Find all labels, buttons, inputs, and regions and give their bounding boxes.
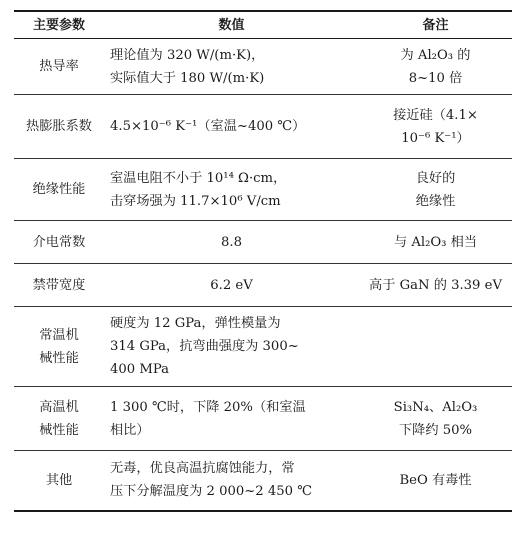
param-value-cell xyxy=(104,307,359,387)
param-value-line: 实际值大于 180 W/(m·K) xyxy=(110,70,265,86)
param-value-line: 压下分解温度为 2 000~2 450 ℃ xyxy=(110,484,313,500)
param-name-cell xyxy=(14,159,104,221)
param-name-cell xyxy=(14,451,104,511)
param-note-line: 下降约 50% xyxy=(398,422,473,438)
table-row xyxy=(14,387,512,451)
param-note-cell xyxy=(359,387,512,451)
param-name: 械性能 xyxy=(39,350,79,366)
param-value-cell xyxy=(104,39,359,95)
param-note-line: 高于 GaN 的 3.39 eV xyxy=(369,277,502,293)
param-note-line: 8~10 倍 xyxy=(408,70,463,86)
param-value-cell xyxy=(104,387,359,451)
param-value-cell xyxy=(104,451,359,511)
param-name: 绝缘性能 xyxy=(32,182,86,197)
param-note-line: 为 Al₂O₃ 的 xyxy=(400,47,471,63)
param-note-cell xyxy=(359,264,512,307)
param-note-line: 良好的 xyxy=(415,170,456,186)
param-name: 热膨胀系数 xyxy=(26,119,92,134)
param-note-cell xyxy=(359,221,512,264)
parameter-table xyxy=(14,10,512,512)
param-value-line: 400 MPa xyxy=(110,362,170,377)
table-header-row xyxy=(14,11,512,39)
param-note-cell xyxy=(359,95,512,159)
param-value-cell xyxy=(104,159,359,221)
param-value-line: 314 GPa，抗弯曲强度为 300~ xyxy=(110,339,299,354)
param-name-cell xyxy=(14,95,104,159)
param-value-cell xyxy=(104,221,359,264)
param-note-line: 绝缘性 xyxy=(415,193,456,209)
param-value-line: 理论值为 320 W/(m·K)， xyxy=(110,47,265,63)
header-value: 数值 xyxy=(104,11,359,39)
param-value-line: 8.8 xyxy=(221,234,242,250)
param-name-cell xyxy=(14,39,104,95)
param-note-line: 接近硅（4.1× xyxy=(393,107,478,123)
param-note-cell xyxy=(359,451,512,511)
param-note-cell xyxy=(359,39,512,95)
param-name-cell xyxy=(14,221,104,264)
table-row xyxy=(14,307,512,387)
table-row xyxy=(14,95,512,159)
param-value-cell xyxy=(104,264,359,307)
param-note-line: Si₃N₄、Al₂O₃ xyxy=(393,399,478,415)
table-body xyxy=(14,39,512,511)
param-value-line: 4.5×10⁻⁶ K⁻¹（室温~400 ℃） xyxy=(110,119,306,134)
param-name: 禁带宽度 xyxy=(32,277,86,293)
param-name: 高温机 xyxy=(39,399,79,415)
table-row xyxy=(14,159,512,221)
param-value-line: 室温电阻不小于 10¹⁴ Ω·cm， xyxy=(110,170,287,186)
param-value-line: 硬度为 12 GPa，弹性模量为 xyxy=(110,316,281,331)
param-value-line: 1 300 ℃时，下降 20%（和室温 xyxy=(110,399,306,415)
param-name-cell xyxy=(14,264,104,307)
table-row xyxy=(14,264,512,307)
param-name: 热导率 xyxy=(39,59,79,74)
param-value-cell xyxy=(104,95,359,159)
param-value-line: 6.2 eV xyxy=(210,277,253,293)
param-name: 介电常数 xyxy=(32,234,86,250)
header-param: 主要参数 xyxy=(14,11,104,39)
param-value-line: 无毒，优良高温抗腐蚀能力，常 xyxy=(110,461,295,477)
param-note-cell xyxy=(359,159,512,221)
header-note: 备注 xyxy=(359,11,512,39)
param-name-cell xyxy=(14,307,104,387)
table-row xyxy=(14,39,512,95)
param-name: 械性能 xyxy=(39,422,79,438)
param-note-line: 10⁻⁶ K⁻¹） xyxy=(401,130,470,146)
param-value-line: 击穿场强为 11.7×10⁶ V/cm xyxy=(110,193,281,209)
param-name: 常温机 xyxy=(39,327,79,343)
table-row xyxy=(14,451,512,511)
param-note-line: 与 Al₂O₃ 相当 xyxy=(393,234,478,250)
param-value-line: 相比） xyxy=(110,422,150,438)
param-note-line: BeO 有毒性 xyxy=(399,472,472,488)
param-name: 其他 xyxy=(45,472,73,488)
param-note-cell xyxy=(359,307,512,387)
param-name-cell xyxy=(14,387,104,451)
table-row xyxy=(14,221,512,264)
